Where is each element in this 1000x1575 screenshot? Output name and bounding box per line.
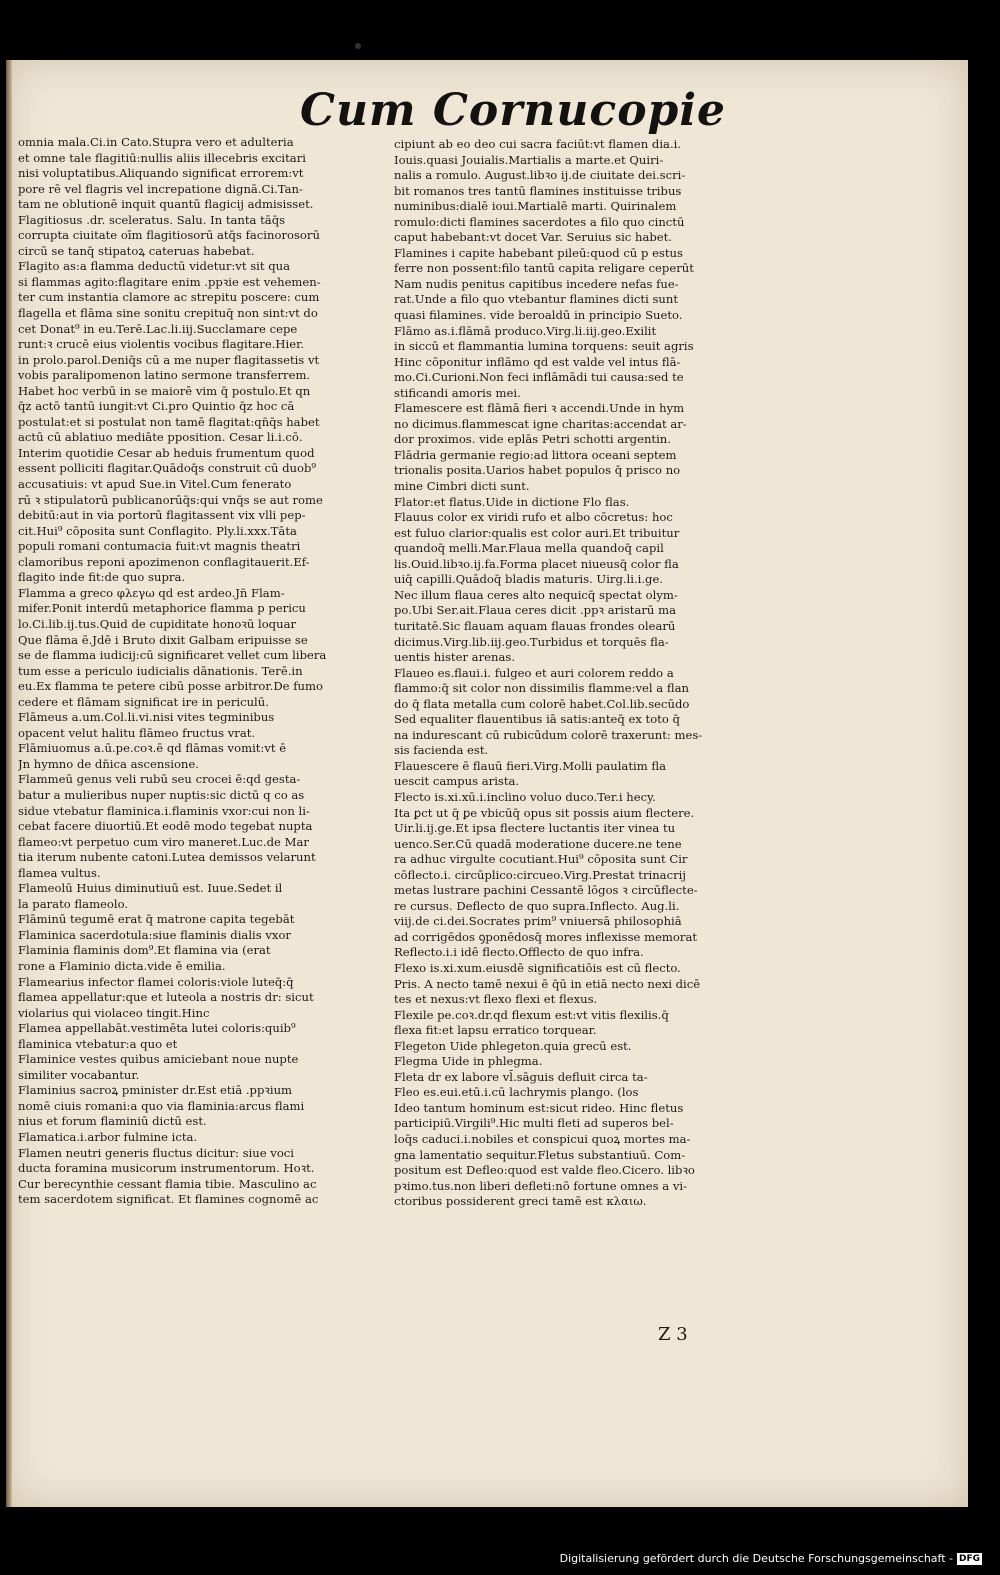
running-head: Cum Cornucopie xyxy=(300,85,727,136)
text-line: mifer.Ponit interdū metaphorice flamma p pericu xyxy=(18,601,306,616)
text-line: cōflecto.i. circūplico:circueo.Virg.Prestat trinacrij xyxy=(394,867,686,882)
text-line: flagito inde fit:de quo supra. xyxy=(18,570,186,585)
page-gutter-edge xyxy=(6,60,12,1507)
text-line: Ideo tantum hominum est:sicut rideo. Hinc fletus xyxy=(394,1100,684,1115)
text-line: nius et forum flaminiū dictū est. xyxy=(18,1114,207,1129)
text-line: tem sacerdotem significat. Et flamines cognomē ac xyxy=(18,1192,319,1207)
text-line: Flagitiosus .dr. sceleratus. Salu. In tanta tāq̄s xyxy=(18,212,286,227)
text-line: flamea appellatur:que et luteola a nostris dr: sicut xyxy=(18,990,314,1005)
text-line: et omne tale flagitiū:nullis aliis illecebris excitari xyxy=(18,150,306,165)
text-line: similiter vocabantur. xyxy=(18,1067,140,1082)
text-line: rat.Unde a filo quo vtebantur flamines dicti sunt xyxy=(394,292,679,307)
text-line: uenco.Ser.Cū quadā moderatione ducere.ne tene xyxy=(394,836,682,851)
text-line: la parato flameolo. xyxy=(18,896,129,911)
text-line: rone a Flaminio dicta.vide ē emilia. xyxy=(18,958,226,973)
text-line: nomē ciuis romani:a quo via flaminia:arcus flami xyxy=(18,1098,305,1113)
text-line: Flamescere est flāmā fieri ꝛ accendi.Unde in hym xyxy=(394,401,685,416)
text-line: Jn hymno de dn̄ica ascensione. xyxy=(18,756,199,771)
text-line: est fuluo clarior:qualis est color auri.Et tribuitur xyxy=(394,525,680,540)
text-line: sis facienda est. xyxy=(394,743,489,758)
text-line: Flāmeus a.um.Col.li.vi.nisi vites tegminibus xyxy=(18,710,275,725)
text-line: Flaueo es.flaui.i. fulgeo et auri colorem reddo a xyxy=(394,665,674,680)
text-line: do q̄ flata metalla cum colorē habet.Col.lib.secūdo xyxy=(394,696,690,711)
text-line: tum esse a periculo iudicialis dānationis. Terē.in xyxy=(18,663,303,678)
text-line: mine Cimbri dicti sunt. xyxy=(394,479,530,494)
text-line: Flaminica sacerdotula:siue flaminis dialis vxor xyxy=(18,927,291,942)
text-line: sidue vtebatur flaminica.i.flaminis vxor:cui non li- xyxy=(18,803,310,818)
text-line: quandoq̄ melli.Mar.Flaua mella quandoq̄ capil xyxy=(394,541,664,556)
text-line: ducta foramina musicorum instrumentorum. Hoꝛt. xyxy=(18,1161,315,1176)
text-line: dicimus.Virg.lib.iij.geo.Turbidus et torquēs fla- xyxy=(394,634,669,649)
text-line: Flaminia flaminis dom⁹.Et flamina via (erat xyxy=(18,943,271,958)
text-line: tam ne oblutionē inquit quantū flagicij admisisset. xyxy=(18,197,314,212)
text-line: Flamines i capite habebant pileū:quod cū p estus xyxy=(394,245,683,260)
text-line: opacent velut halitu flāmeo fructus vrat. xyxy=(18,725,256,740)
text-line: lis.Ouid.libꝛo.ij.fa.Forma placet niueusq̄ color fla xyxy=(394,556,679,571)
text-line: Flauescere ē flauū fieri.Virg.Molli paulatim fla xyxy=(394,758,667,773)
text-line: nisi voluptatibus.Aliquando significat errorem:vt xyxy=(18,166,304,181)
text-line: stificandi amoris mei. xyxy=(394,385,521,400)
text-line: Iouis.quasi Jouialis.Martialis a marte.et Quiri- xyxy=(394,152,664,167)
text-line: Flauus color ex viridi rufo et albo cōcretus: hoc xyxy=(394,510,673,525)
text-line: Flator:et flatus.Uide in dictione Flo flas. xyxy=(394,494,630,509)
text-line: Flamatica.i.arbor fulmine icta. xyxy=(18,1130,198,1144)
text-line: Flāmiuomus a.ū.pe.coꝛ.ē qd flāmas vomit:vt ē xyxy=(18,741,287,756)
text-line: uentis hister arenas. xyxy=(394,650,515,665)
text-line: rū ꝛ stipulatorū publicanorūq̄s:qui vnq̄s se aut rome xyxy=(18,492,323,507)
text-line: Nec illum flaua ceres alto nequicq̄ spectat olym- xyxy=(394,587,678,602)
text-line: cebat facere diuortiū.Et eodē modo tegebat nupta xyxy=(18,819,313,834)
text-line: Hinc cōponitur inflāmo qd est valde vel intus flā- xyxy=(394,354,681,369)
text-line: dor proximos. vide eplās Petri schotti argentin. xyxy=(394,432,671,447)
text-line: flameo:vt perpetuo cum viro maneret.Luc.de Mar xyxy=(18,834,309,849)
text-line: Cur berecynthie cessant flamia tibie. Masculino ac xyxy=(18,1176,317,1191)
text-line: cit.Hui⁹ cōposita sunt Conflagito. Ply.li.xxx.Tāta xyxy=(18,523,297,538)
text-line: ctoribus possiderent greci tamē est κλαιω. xyxy=(394,1194,647,1209)
text-line: cet Donat⁹ in eu.Terē.Lac.li.iij.Succlamare cepe xyxy=(18,321,298,336)
digitization-footer xyxy=(560,1552,982,1565)
text-line: Fleta dr ex labore vl̄.sāguis defluit circa ta- xyxy=(394,1069,648,1084)
text-line: flammo:q̄ sit color non dissimilis flamme:vel a flan xyxy=(394,681,690,696)
text-line: Flaminice vestes quibus amiciebant noue nupte xyxy=(18,1052,299,1067)
dfg-logo: DFG xyxy=(958,1553,980,1564)
text-line: bit romanos tres tantū flamines instituisse tribus xyxy=(394,183,682,198)
text-line: Reflecto.i.i idē flecto.Offlecto de quo infra. xyxy=(394,945,644,960)
text-line: Flagito as:a flamma deductū videtur:vt sit qua xyxy=(18,259,291,274)
text-line: pꝛimo.tus.non liberi defleti:nō fortune omnes a vi- xyxy=(394,1178,688,1193)
text-line: Flameolū Huius diminutiuū est. Iuue.Sedet il xyxy=(18,881,283,896)
text-line: accusatiuis: vt apud Sue.in Vitel.Cum fenerato xyxy=(18,477,292,492)
text-line: flaminica vtebatur:a quo et xyxy=(18,1036,178,1051)
left-text-column xyxy=(18,135,378,1208)
text-line: viij.de ci.dei.Socrates prim⁹ vniuersā philosophiā xyxy=(394,914,682,929)
text-line: Interim quotidie Cesar ab heduis frumentum quod xyxy=(18,445,315,460)
text-line: flagella et flāma sine sonitu crepituq̄ non sint:vt do xyxy=(18,306,318,321)
text-line: na indurescant cū rubicūdum colorē traxerunt: mes- xyxy=(394,727,703,742)
text-line: Flexo is.xi.xum.eiusdē significatiōis est cū flecto. xyxy=(394,960,681,975)
text-line: participiū.Virgili⁹.Hic multi fleti ad superos bel- xyxy=(394,1116,674,1131)
text-line: Sed equaliter flauentibus iā satis:anteq̄ ex toto q̄ xyxy=(394,712,680,727)
text-line: Ita ꝑct ut q̄ ꝑe vbicūq̄ opus sit possis aium flectere. xyxy=(394,805,695,820)
text-line: Flexile pe.coꝛ.dr.qd flexum est:vt vitis flexilis.q̄ xyxy=(394,1007,669,1022)
text-line: loq̄s caduci.i.nobiles et conspicui quoꝝ mortes ma- xyxy=(394,1132,691,1146)
text-line: runt:ꝛ crucē eius violentis vocibus flagitare.Hier. xyxy=(18,337,305,352)
ink-mark xyxy=(355,43,361,49)
text-line: eu.Ex flamma te petere cibū posse arbitror.De fumo xyxy=(18,679,323,694)
text-line: debitū:aut in via portorū flagitassent vix vlli pep- xyxy=(18,508,306,523)
text-line: turitatē.Sic flauam aquam flauas frondes olearū xyxy=(394,618,676,633)
text-line: in siccū et flammantia lumina torquens: seuit agris xyxy=(394,339,694,354)
text-line: uiq̄ capilli.Quādoq̄ bladis maturis. Uirg.li.i.ge. xyxy=(394,572,664,587)
text-line: metas lustrare pachini Cessantē lōgos ꝛ circūflecte- xyxy=(394,883,698,898)
text-line: omnia mala.Ci.in Cato.Stupra vero et adulteria xyxy=(18,135,294,149)
text-line: Nam nudis penitus capitibus incedere nefas fue- xyxy=(394,276,679,291)
text-line: ferre non possent:filo tantū capita religare ceperūt xyxy=(394,261,694,276)
text-line: cipiunt ab eo deo cui sacra faciūt:vt flamen dia.i. xyxy=(394,137,682,151)
text-line: po.Ubi Ser.ait.Flaua ceres dicit .ppꝛ aristarū ma xyxy=(394,603,676,618)
text-line: corrupta ciuitate oīm flagitiosorū atq̄s facinorosorū xyxy=(18,228,320,243)
text-line: gna lamentatio sequitur.Fletus substantiuū. Com- xyxy=(394,1147,686,1162)
text-line: re cursus. Deflecto de quo supra.Inflecto. Aug.li. xyxy=(394,898,680,913)
text-line: pore rē vel flagris vel increpatione dignā.Ci.Tan- xyxy=(18,181,303,196)
right-text-column xyxy=(394,137,766,1210)
text-line: Flammeū genus veli rubū seu crocei ē:qd gesta- xyxy=(18,772,301,787)
text-line: Flāminū tegumē erat q̄ matrone capita tegebāt xyxy=(18,912,295,927)
text-line: lo.Ci.lib.ij.tus.Quid de cupiditate honoꝛū loquar xyxy=(18,616,297,631)
text-line: caput habebant:vt docet Var. Seruius sic habet. xyxy=(394,230,672,245)
text-line: batur a mulieribus nuper nuptis:sic dictū q co as xyxy=(18,787,305,802)
text-line: positum est Defleo:quod est valde fleo.Cicero. libꝛo xyxy=(394,1163,695,1178)
text-line: mo.Ci.Curioni.Non feci inflāmādi tui causa:sed te xyxy=(394,370,684,385)
text-line: trionalis posita.Uarios habet populos q̄ prisco no xyxy=(394,463,681,478)
text-line: circū se tanq̄ stipatoꝝ cateruas habebat. xyxy=(18,243,255,258)
text-line: ra adhuc virgulte cocutiant.Hui⁹ cōposita sunt Cir xyxy=(394,852,688,867)
text-line: Uir.li.ij.ge.Et ipsa flectere luctantis iter vinea tu xyxy=(394,821,676,836)
text-line: populi romani contumacia fuit:vt magnis theatri xyxy=(18,539,301,554)
text-line: Flecto is.xi.xū.i.inclino voluo duco.Ter.i hecy. xyxy=(394,789,656,804)
text-line: Flaminius sacroꝝ pminister dr.Est etiā .ppꝛium xyxy=(18,1083,293,1098)
text-line: vobis paralipomenon latino sermone transferrem. xyxy=(18,368,311,383)
text-line: tia iterum nubente catoni.Lutea demissos velarunt xyxy=(18,850,316,865)
text-line: Habet hoc verbū in se maiorē vim q̄ postulo.Et qn xyxy=(18,383,311,398)
text-line: in prolo.parol.Deniq̄s cū a me nuper flagitassetis vt xyxy=(18,352,320,367)
text-line: ter cum instantia clamore ac strepitu poscere: cum xyxy=(18,290,320,305)
text-line: Flādria germanie regio:ad littora oceani septem xyxy=(394,447,677,462)
text-line: Fleo es.eui.etū.i.cū lachrymis plango. (los xyxy=(394,1085,639,1100)
text-line: Flegeton Uide phlegeton.quia grecū est. xyxy=(394,1038,632,1053)
text-line: si flammas agito:flagitare enim .ppꝛie est vehemen- xyxy=(18,274,321,289)
text-line: cedere et flāmam significat ire in periculū. xyxy=(18,694,269,709)
text-line: essent polliciti flagitar.Quādoq̄s construit cū duob⁹ xyxy=(18,461,317,476)
text-line: Flāmo as.i.flāmā produco.Virg.li.iij.geo.Exilit xyxy=(394,323,657,338)
text-line: clamoribus reponi apozimenon conflagitauerit.Ef- xyxy=(18,554,310,569)
text-line: Flamen neutri generis fluctus dicitur: siue voci xyxy=(18,1145,295,1160)
text-line: Flamma a greco φλεγω qd est ardeo.Jn̄ Flam- xyxy=(18,585,285,600)
text-line: violarius qui violaceo tingit.Hinc xyxy=(18,1005,210,1020)
text-line: Flamearius infector flamei coloris:viole luteq̄:q̄ xyxy=(18,974,294,989)
text-line: no dicimus.flammescat igne charitas:accendat ar- xyxy=(394,416,687,431)
text-line: Que flāma ē.Jdē i Bruto dixit Galbam eripuisse se xyxy=(18,632,308,647)
text-line: Flegma Uide in phlegma. xyxy=(394,1054,543,1069)
text-line: Flamea appellabāt.vestimēta lutei coloris:quib⁹ xyxy=(18,1021,296,1036)
text-line: romulo:dicti flamines sacerdotes a filo quo cinctū xyxy=(394,214,685,229)
text-line: se de flamma iudicij:cū significaret vellet cum libera xyxy=(18,648,327,663)
text-line: Pris. A necto tamē nexui ē q̄ū in etiā necto nexi dicē xyxy=(394,976,701,991)
text-line: q̄z actō tantū iungit:vt Ci.pro Quintio q̄z hoc cā xyxy=(18,399,295,414)
text-line: postulat:et si postulat non tamē flagitat:qn̄q̄s habet xyxy=(18,414,320,429)
text-line: flexa fit:et lapsu erratico torquear. xyxy=(394,1023,597,1038)
text-line: quasi filamines. vide beroaldū in principio Sueto. xyxy=(394,308,683,323)
footer-credit: Digitalisierung gefördert durch die Deutsche Forschungsgemeinschaft - xyxy=(559,1552,953,1565)
text-line: actū cū ablatiuo mediāte pposition. Cesar li.i.cō. xyxy=(18,430,303,445)
text-line: ad corrigēdos ꝯponēdosq̄ mores inflexisse memorat xyxy=(394,929,698,944)
text-line: flamea vultus. xyxy=(18,865,101,880)
signature-mark: Z 3 xyxy=(658,1324,688,1345)
text-line: tes et nexus:vt flexo flexi et flexus. xyxy=(394,992,598,1007)
text-line: nalis a romulo. August.libꝛo ij.de ciuitate dei.scri- xyxy=(394,168,686,183)
text-line: uescit campus arista. xyxy=(394,774,520,789)
text-line: numinibus:dialē ioui.Martialē marti. Quirinalem xyxy=(394,199,677,214)
